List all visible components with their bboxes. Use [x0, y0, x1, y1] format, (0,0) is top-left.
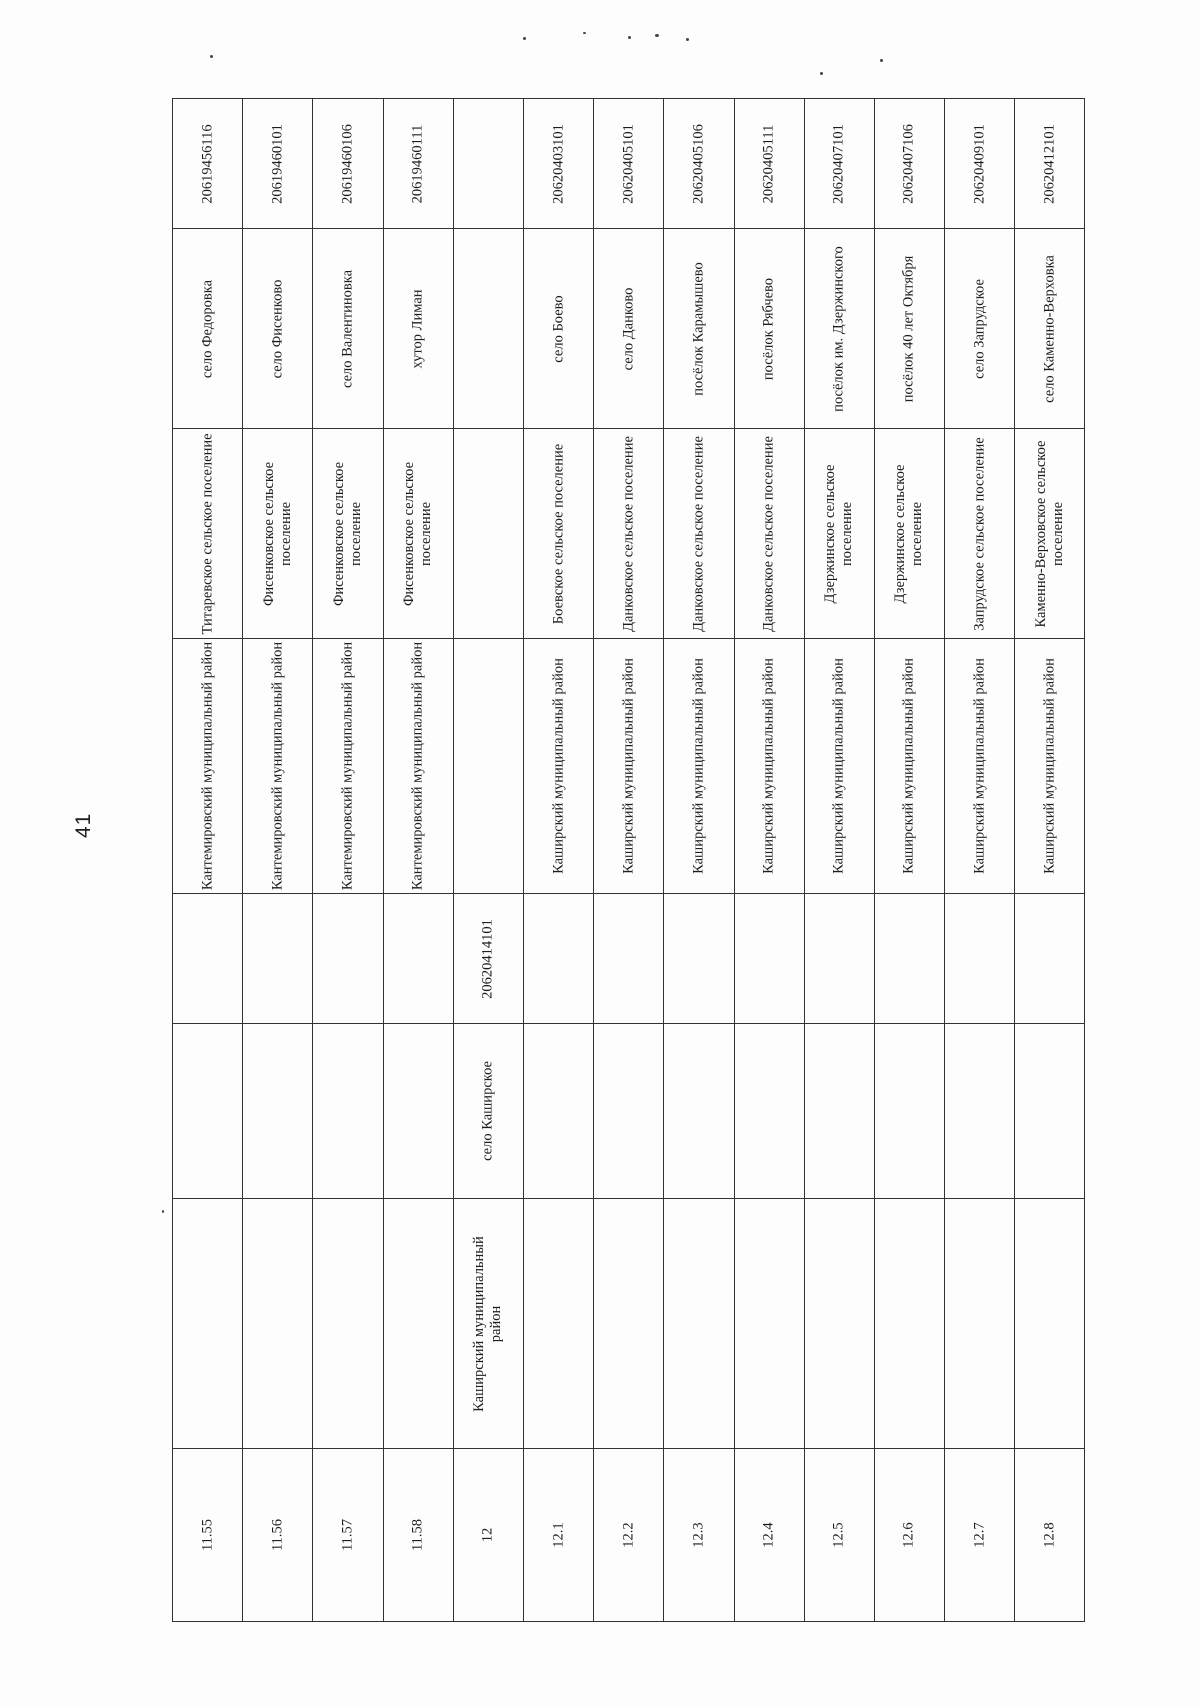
row-number-text: 12.4 — [760, 1522, 777, 1548]
locality-text: хутор Лиман — [409, 288, 426, 369]
code-cell — [734, 99, 804, 229]
locality-cell — [945, 229, 1015, 429]
scan-speck — [655, 34, 659, 37]
code-text: 20619460106 — [339, 123, 356, 204]
locality-text: посёлок Рябчево — [760, 277, 777, 380]
center-text: село Каширское — [479, 1061, 496, 1161]
row-center-code — [173, 894, 1085, 1024]
row-number-cell — [1015, 1449, 1085, 1622]
settlement-text: Запрудское сельское поселение — [971, 436, 988, 631]
code-text: 20620407106 — [900, 123, 917, 204]
row-number-text: 12.2 — [620, 1522, 637, 1548]
settlement-cell — [313, 429, 383, 639]
row-settlement — [173, 429, 1085, 639]
municipality-cell — [664, 1199, 734, 1449]
center-code-cell — [523, 894, 593, 1024]
municipality-cell — [383, 1199, 453, 1449]
code-cell — [313, 99, 383, 229]
settlement-cell — [1015, 429, 1085, 639]
code-text: 20620405111 — [760, 124, 777, 203]
district-text: Каширский муниципальный район — [760, 658, 777, 874]
code-text: 20620403101 — [550, 123, 567, 204]
district-cell — [594, 639, 664, 894]
locality-text: посёлок Карамышево — [690, 261, 707, 396]
row-number-cell — [173, 1449, 243, 1622]
row-number — [173, 1449, 1085, 1622]
district-cell — [523, 639, 593, 894]
district-cell — [664, 639, 734, 894]
code-text: 20619460111 — [409, 124, 426, 203]
code-text: 20619456116 — [199, 123, 216, 204]
locality-text: село Валентиновка — [339, 269, 356, 388]
district-text: Каширский муниципальный район — [550, 658, 567, 874]
row-number-cell — [874, 1449, 944, 1622]
settlement-cell — [874, 429, 944, 639]
settlement-text: Данковское сельское поселение — [760, 435, 777, 632]
district-text: Кантемировский муниципальный район — [199, 641, 216, 891]
settlement-cell — [945, 429, 1015, 639]
locality-cell — [734, 229, 804, 429]
code-cell — [383, 99, 453, 229]
row-number-text: 12.1 — [550, 1522, 567, 1548]
code-cell — [243, 99, 313, 229]
code-text: 20620412101 — [1041, 123, 1058, 204]
center-cell — [523, 1024, 593, 1199]
code-cell — [874, 99, 944, 229]
code-text: 20620405101 — [620, 123, 637, 204]
center-cell — [313, 1024, 383, 1199]
locality-cell — [664, 229, 734, 429]
code-cell — [173, 99, 243, 229]
district-cell — [945, 639, 1015, 894]
municipality-cell — [945, 1199, 1015, 1449]
locality-text: село Данково — [620, 287, 637, 370]
center-code-cell — [1015, 894, 1085, 1024]
center-code-cell — [664, 894, 734, 1024]
row-number-cell — [734, 1449, 804, 1622]
settlement-text: Дзержинское сельское поселение — [822, 464, 856, 603]
locality-cell — [1015, 229, 1085, 429]
locality-cell — [173, 229, 243, 429]
scan-speck — [523, 37, 526, 40]
row-number-cell — [313, 1449, 383, 1622]
row-number-cell — [664, 1449, 734, 1622]
district-text: Каширский муниципальный район — [620, 658, 637, 874]
code-text: 20619460101 — [269, 123, 286, 204]
locality-cell — [523, 229, 593, 429]
settlement-text: Фисенковское сельское поселение — [401, 461, 435, 606]
municipality-cell — [523, 1199, 593, 1449]
center-code-cell — [804, 894, 874, 1024]
center-cell — [243, 1024, 313, 1199]
municipality-cell — [804, 1199, 874, 1449]
district-cell — [1015, 639, 1085, 894]
row-number-text: 12.7 — [971, 1522, 988, 1548]
scan-speck — [820, 72, 823, 75]
district-text: Каширский муниципальный район — [830, 658, 847, 874]
row-district — [173, 639, 1085, 894]
locality-text: село Запрудское — [971, 278, 988, 379]
code-text: 20620405106 — [690, 123, 707, 204]
district-cell — [874, 639, 944, 894]
scan-speck — [583, 32, 586, 34]
settlement-cell — [523, 429, 593, 639]
center-code-cell — [734, 894, 804, 1024]
district-cell — [173, 639, 243, 894]
code-cell — [1015, 99, 1085, 229]
center-cell — [173, 1024, 243, 1199]
locality-cell — [313, 229, 383, 429]
settlements-table — [172, 98, 1085, 1622]
center-cell — [594, 1024, 664, 1199]
code-text: 20620409101 — [971, 123, 988, 204]
center-cell — [804, 1024, 874, 1199]
district-cell — [313, 639, 383, 894]
municipality-cell — [874, 1199, 944, 1449]
code-cell — [523, 99, 593, 229]
district-text: Кантемировский муниципальный район — [339, 641, 356, 891]
page-number: 41 — [72, 812, 95, 838]
settlement-cell — [664, 429, 734, 639]
code-cell — [594, 99, 664, 229]
locality-cell — [874, 229, 944, 429]
settlement-text: Фисенковское сельское поселение — [260, 461, 294, 606]
center-cell — [874, 1024, 944, 1199]
municipality-cell — [1015, 1199, 1085, 1449]
row-number-text: 12.5 — [830, 1522, 847, 1548]
district-cell — [453, 639, 523, 894]
row-center — [173, 1024, 1085, 1199]
center-cell — [1015, 1024, 1085, 1199]
center-code-cell — [945, 894, 1015, 1024]
center-code-cell — [313, 894, 383, 1024]
settlement-cell — [243, 429, 313, 639]
scan-speck — [880, 59, 883, 62]
center-code-cell — [383, 894, 453, 1024]
scan-speck — [628, 36, 631, 39]
center-code-cell — [173, 894, 243, 1024]
center-code-cell — [243, 894, 313, 1024]
center-cell — [945, 1024, 1015, 1199]
center-cell — [453, 1024, 523, 1199]
district-text: Каширский муниципальный район — [971, 658, 988, 874]
row-number-cell — [945, 1449, 1015, 1622]
settlement-text: Титаревское сельское поселение — [199, 432, 216, 635]
settlement-cell — [453, 429, 523, 639]
locality-text: село Боево — [550, 294, 567, 363]
row-locality — [173, 229, 1085, 429]
district-cell — [383, 639, 453, 894]
row-number-text: 11.55 — [199, 1518, 216, 1552]
code-cell — [664, 99, 734, 229]
row-number-cell — [243, 1449, 313, 1622]
row-number-text: 12.3 — [690, 1522, 707, 1548]
code-cell — [804, 99, 874, 229]
settlement-cell — [804, 429, 874, 639]
locality-text: село Федоровка — [199, 279, 216, 378]
locality-text: село Каменно-Верховка — [1041, 254, 1058, 403]
locality-text: посёлок 40 лет Октября — [900, 255, 917, 402]
locality-cell — [243, 229, 313, 429]
scan-speck — [210, 55, 213, 58]
settlement-cell — [734, 429, 804, 639]
settlement-text: Каменно-Верховское сельское поселение — [1032, 440, 1066, 627]
center-cell — [383, 1024, 453, 1199]
center-code-cell — [874, 894, 944, 1024]
settlement-text: Фисенковское сельское поселение — [330, 461, 364, 606]
row-number-text: 12.6 — [900, 1522, 917, 1548]
row-code — [173, 99, 1085, 229]
scan-speck — [162, 1210, 164, 1213]
row-number-text: 11.57 — [339, 1518, 356, 1552]
district-text: Каширский муниципальный район — [900, 658, 917, 874]
row-number-cell — [453, 1449, 523, 1622]
district-text: Каширский муниципальный район — [690, 658, 707, 874]
row-number-cell — [523, 1449, 593, 1622]
center-code-text: 20620414101 — [479, 918, 496, 999]
district-text: Кантемировский муниципальный район — [409, 641, 426, 891]
municipality-text: Каширский муниципальный район — [471, 1235, 505, 1412]
municipality-cell — [734, 1199, 804, 1449]
municipality-cell — [594, 1199, 664, 1449]
municipality-cell — [243, 1199, 313, 1449]
locality-cell — [804, 229, 874, 429]
locality-text: посёлок им. Дзержинского — [830, 245, 847, 412]
locality-cell — [453, 229, 523, 429]
settlement-text: Данковское сельское поселение — [620, 435, 637, 632]
municipality-cell — [313, 1199, 383, 1449]
locality-text: село Фисенково — [269, 279, 286, 378]
municipality-cell — [453, 1199, 523, 1449]
settlement-cell — [594, 429, 664, 639]
settlement-cell — [383, 429, 453, 639]
code-text: 20620407101 — [830, 123, 847, 204]
row-number-text: 11.58 — [409, 1518, 426, 1552]
code-cell — [453, 99, 523, 229]
row-number-cell — [383, 1449, 453, 1622]
locality-cell — [594, 229, 664, 429]
row-number-text: 12 — [479, 1527, 496, 1543]
settlement-cell — [173, 429, 243, 639]
settlement-text: Данковское сельское поселение — [690, 435, 707, 632]
center-code-cell — [594, 894, 664, 1024]
scan-speck — [686, 38, 689, 41]
center-cell — [664, 1024, 734, 1199]
district-text: Каширский муниципальный район — [1041, 658, 1058, 874]
code-cell — [945, 99, 1015, 229]
district-text: Кантемировский муниципальный район — [269, 641, 286, 891]
district-cell — [243, 639, 313, 894]
municipality-cell — [173, 1199, 243, 1449]
row-municipality — [173, 1199, 1085, 1449]
center-code-cell — [453, 894, 523, 1024]
settlement-text: Боевское сельское поселение — [550, 443, 567, 624]
row-number-text: 11.56 — [269, 1518, 286, 1552]
settlement-text: Дзержинское сельское поселение — [892, 464, 926, 603]
district-cell — [734, 639, 804, 894]
locality-cell — [383, 229, 453, 429]
district-cell — [804, 639, 874, 894]
row-number-text: 12.8 — [1041, 1522, 1058, 1548]
center-cell — [734, 1024, 804, 1199]
row-number-cell — [804, 1449, 874, 1622]
row-number-cell — [594, 1449, 664, 1622]
